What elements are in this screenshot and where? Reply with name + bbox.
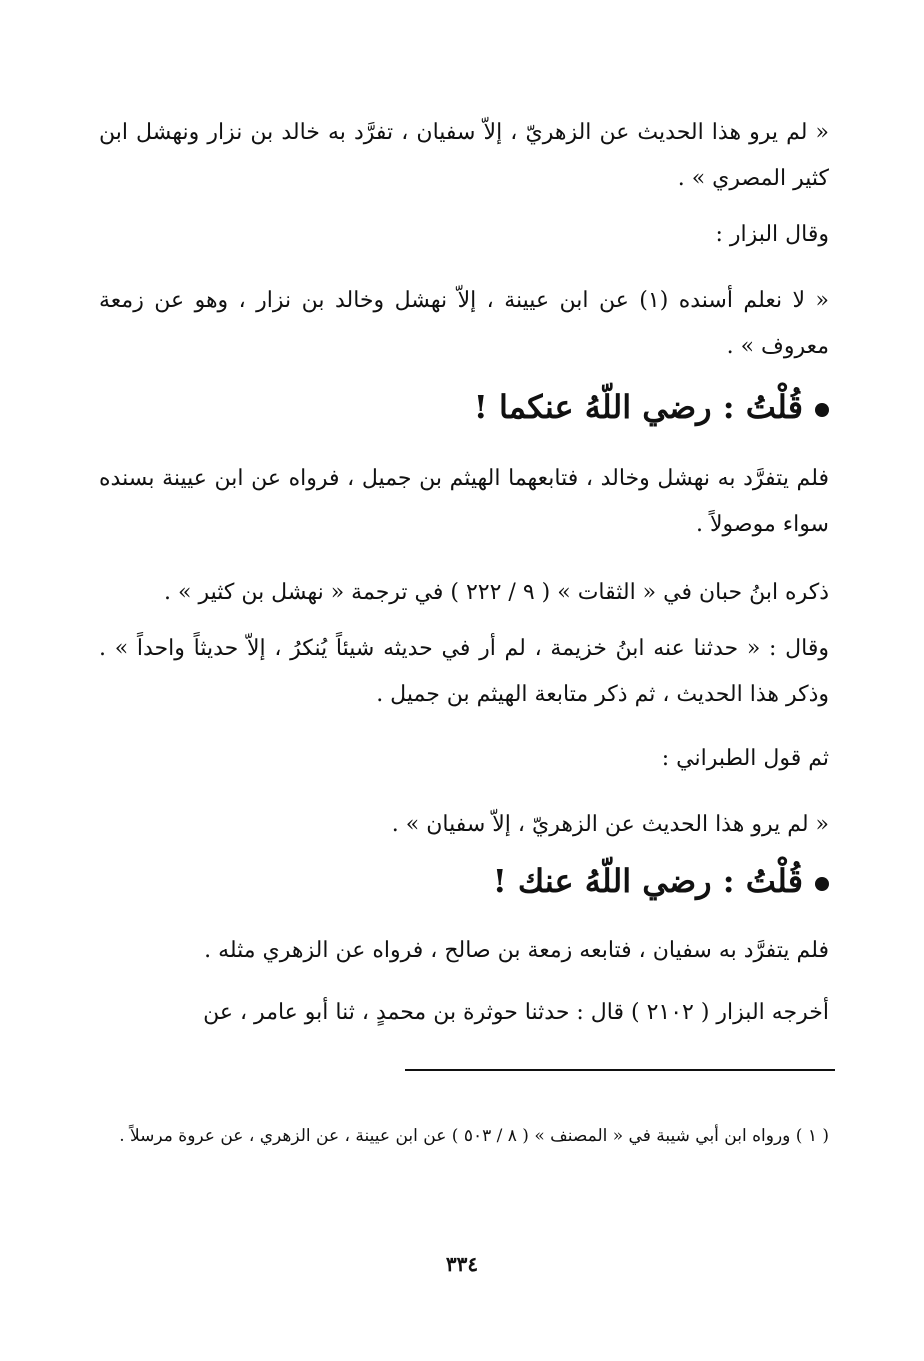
quote-tabarani-full: « لم يرو هذا الحديث عن الزهريّ ، إلاّ سفيان ، تفرَّد به خالد بن نزار ونهشل ابن كثير المصري » .	[99, 120, 829, 191]
paragraph-ibn-khuzayma: وقال : « حدثنا عنه ابنُ خزيمة ، لم أر في حديثه شيئاً يُنكرُ ، إلاّ حديثاً واحداً » . وذكر هذا الحديث ، ثم ذكر متابعة الهيثم بن جميل .	[99, 636, 829, 707]
quote-bazzar: « لا نعلم أسنده (١) عن ابن عيينة ، إلاّ نهشل وخالد بن نزار ، وهو عن زمعة معروف » .	[99, 288, 829, 359]
heading-qultu-1	[99, 384, 829, 430]
bazzar-intro: وقال البزار :	[715, 222, 829, 247]
paragraph-zamaa: فلم يتفرَّد به سفيان ، فتابعه زمعة بن صالح ، فرواه عن الزهري مثله .	[204, 938, 829, 963]
paragraph-bazzar-takhrij: أخرجه البزار ( ٢١٠٢ ) قال : حدثنا حوثرة بن محمدٍ ، ثنا أبو عامر ، عن	[203, 1000, 829, 1025]
paragraph-haytham: فلم يتفرَّد به نهشل وخالد ، فتابعهما الهيثم بن جميل ، فرواه عن ابن عيينة بسنده سواء موصولاً .	[99, 466, 829, 537]
footnote-1: ( ١ ) ورواه ابن أبي شيبة في « المصنف » ( ٨ / ٥٠٣ ) عن ابن عيينة ، عن الزهري ، عن عروة مرسلاً .	[119, 1126, 829, 1146]
bullet-icon	[815, 877, 829, 891]
page-number: ٣٣٤	[445, 1252, 479, 1276]
tabarani-intro: ثم قول الطبراني :	[661, 746, 829, 771]
paragraph-ibn-hibban: ذكره ابنُ حبان في « الثقات » ( ٩ / ٢٢٢ ) في ترجمة « نهشل بن كثير » .	[164, 580, 829, 605]
heading-text: قُلْتُ : رضي اللّهُ عنكما !	[473, 388, 803, 426]
heading-qultu-2	[99, 858, 829, 904]
bullet-icon	[815, 403, 829, 417]
footnote-divider	[405, 1069, 835, 1071]
heading-text: قُلْتُ : رضي اللّهُ عنك !	[492, 862, 803, 900]
quote-tabarani-short: « لم يرو هذا الحديث عن الزهريّ ، إلاّ سفيان » .	[391, 812, 829, 837]
